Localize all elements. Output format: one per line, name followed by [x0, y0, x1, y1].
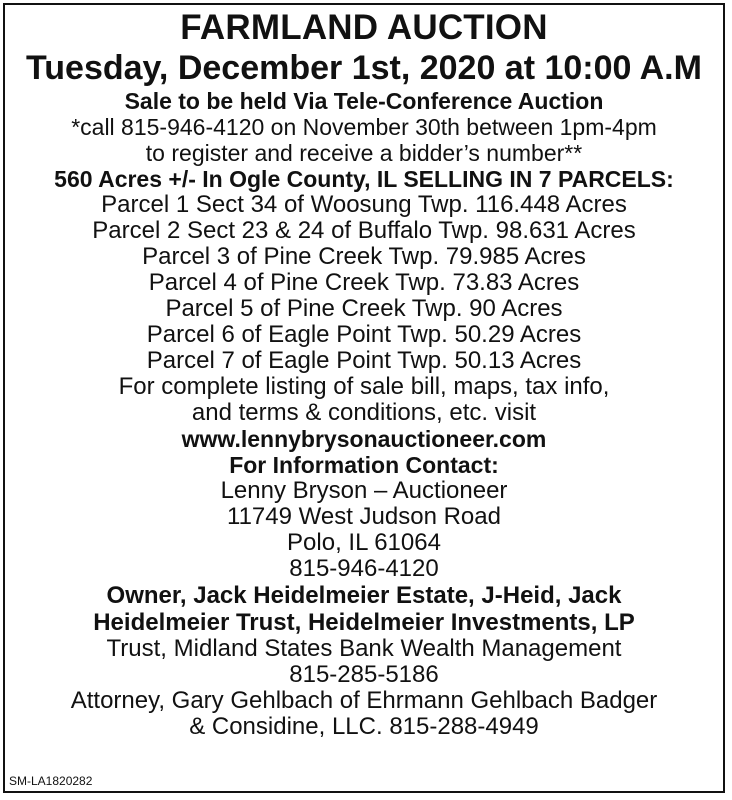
acres-heading: 560 Acres +/- In Ogle County, IL SELLING IN 7 PARCELS: — [54, 166, 674, 192]
attorney-line-2: & Considine, LLC. 815-288-4949 — [189, 713, 539, 740]
listing-info-line-2: and terms & conditions, etc. visit — [191, 399, 537, 426]
parcel-3: Parcel 3 of Pine Creek Twp. 79.985 Acres — [142, 243, 586, 270]
contact-city: Polo, IL 61064 — [287, 529, 441, 556]
owner-line-2: Heidelmeier Trust, Heidelmeier Investments, LP — [93, 609, 635, 636]
trust-line: Trust, Midland States Bank Wealth Management — [106, 635, 622, 662]
parcel-5: Parcel 5 of Pine Creek Twp. 90 Acres — [165, 295, 563, 322]
owner-line-1: Owner, Jack Heidelmeier Estate, J-Heid, Jack — [106, 582, 622, 609]
ad-title: FARMLAND AUCTION — [180, 8, 548, 47]
contact-phone: 815-946-4120 — [289, 555, 439, 582]
contact-heading: For Information Contact: — [229, 452, 499, 478]
auction-date: Tuesday, December 1st, 2020 at 10:00 A.M — [26, 49, 702, 87]
call-instructions-line-2: to register and receive a bidder’s number** — [145, 140, 583, 166]
call-instructions-line-1: *call 815-946-4120 on November 30th between 1pm-4pm — [71, 114, 657, 140]
parcel-1: Parcel 1 Sect 34 of Woosung Twp. 116.448 Acres — [101, 191, 627, 218]
listing-info-line-1: For complete listing of sale bill, maps, tax info, — [118, 373, 610, 400]
contact-street: 11749 West Judson Road — [227, 503, 501, 530]
trust-phone: 815-285-5186 — [289, 661, 439, 688]
contact-name: Lenny Bryson – Auctioneer — [220, 477, 508, 504]
parcel-4: Parcel 4 of Pine Creek Twp. 73.83 Acres — [148, 269, 580, 296]
parcel-7: Parcel 7 of Eagle Point Twp. 50.13 Acres — [146, 347, 582, 374]
sale-note: Sale to be held Via Tele-Conference Auction — [124, 88, 604, 114]
parcel-2: Parcel 2 Sect 23 & 24 of Buffalo Twp. 98.631 Acres — [92, 217, 636, 244]
attorney-line-1: Attorney, Gary Gehlbach of Ehrmann Gehlbach Badger — [70, 687, 658, 714]
ad-code: SM-LA1820282 — [9, 774, 93, 788]
auction-ad — [3, 3, 725, 793]
parcel-6: Parcel 6 of Eagle Point Twp. 50.29 Acres — [146, 321, 582, 348]
website-link[interactable]: www.lennybrysonauctioneer.com — [181, 426, 547, 452]
